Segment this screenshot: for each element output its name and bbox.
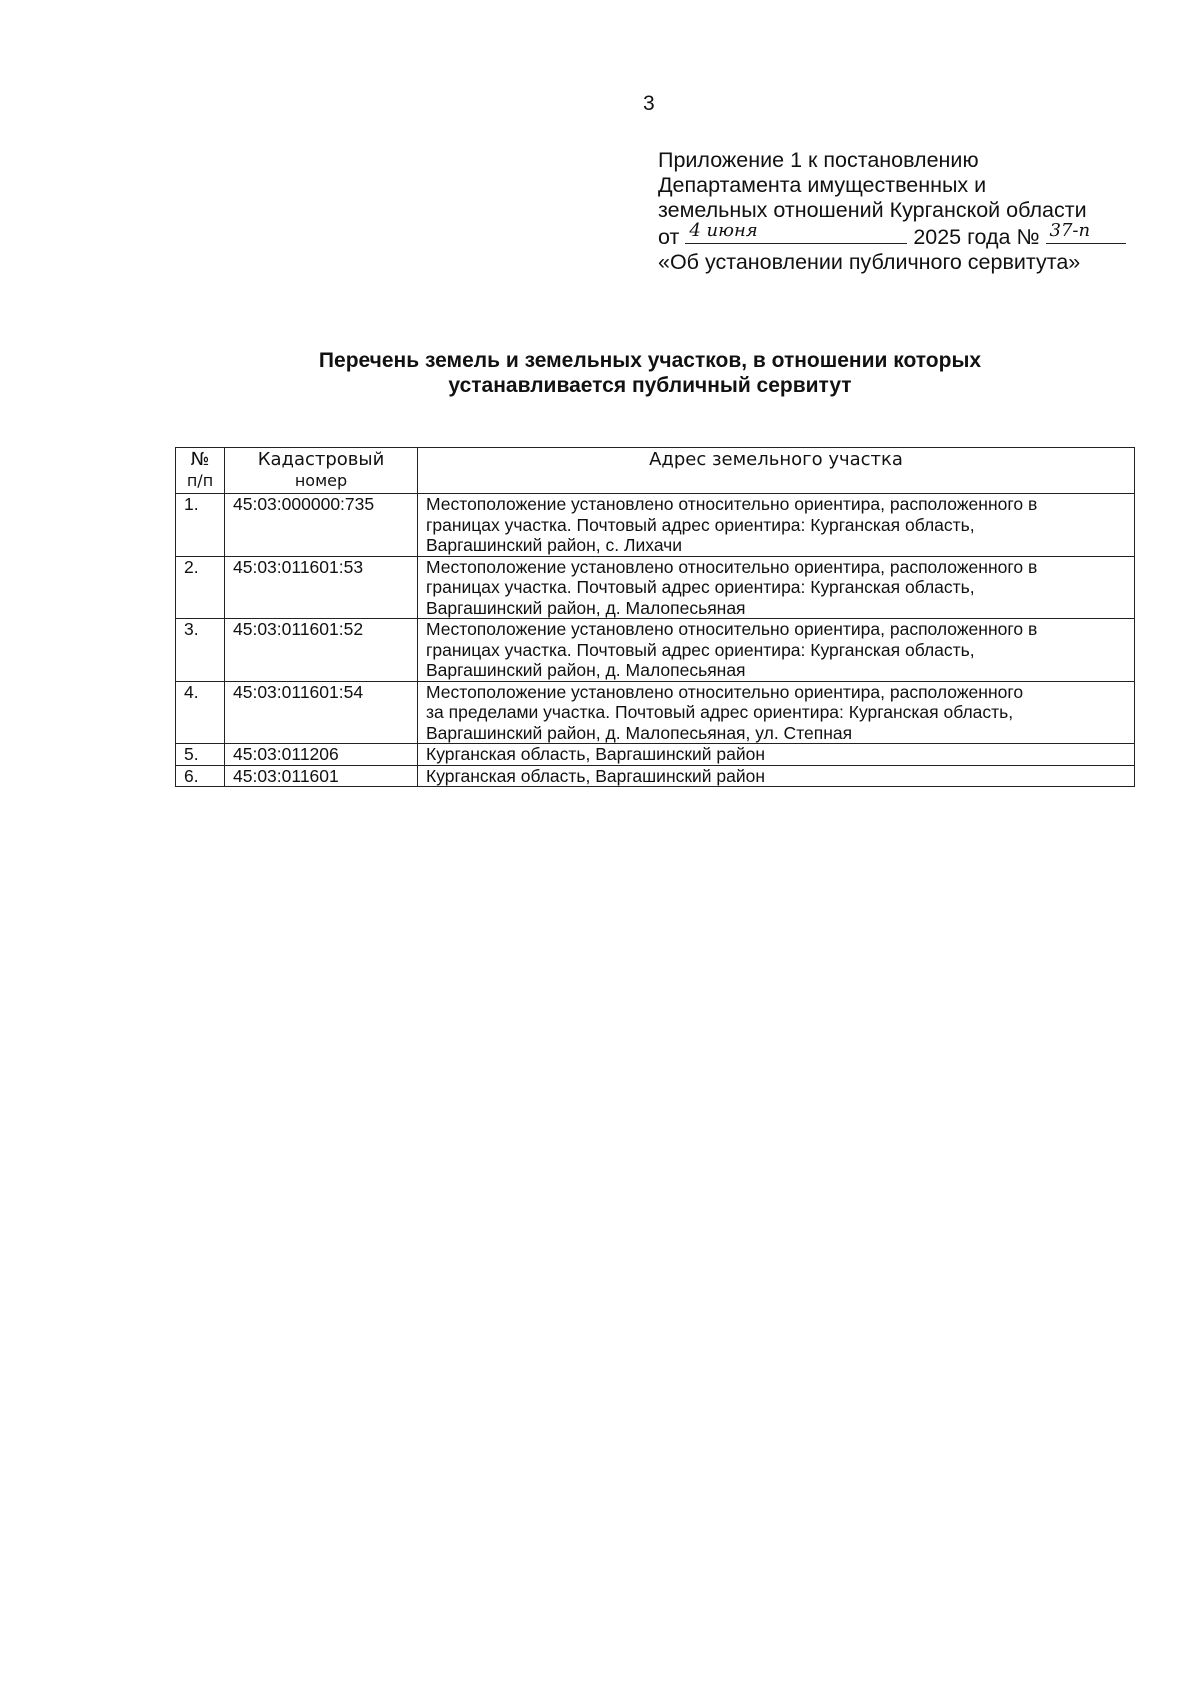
address-line: Местоположение установлено относительно ориентира, расположенного в [426, 494, 1038, 514]
number-blank [1046, 220, 1126, 244]
address-line: Курганская область, Варгашинский район [426, 765, 766, 786]
cadastral-number: 45:03:011206 [225, 744, 418, 766]
title-line-2: устанавливается публичный сервитут [448, 374, 852, 397]
plot-address [418, 619, 1135, 682]
handwritten-number: 37-п [1049, 220, 1091, 241]
appendix-header [658, 148, 1126, 275]
date-prefix: от [658, 225, 680, 249]
address-line: Варгашинский район, с. Лихачи [426, 535, 683, 555]
address-line: за пределами участка. Почтовый адрес ориентира: Курганская область, [426, 702, 1014, 722]
row-number: 2. [176, 556, 225, 619]
plot-address [418, 556, 1135, 619]
table-row [176, 556, 1135, 619]
header-number-sub: п/п [186, 470, 214, 490]
cadastral-number: 45:03:011601 [225, 765, 418, 787]
address-line: Местоположение установлено относительно ориентира, расположенного в [426, 556, 1038, 577]
address-line: границах участка. Почтовый адрес ориентира: Курганская область, [426, 577, 975, 597]
table-row [176, 619, 1135, 682]
address-line: Варгашинский район, д. Малопесьяная, ул. Степная [426, 722, 853, 743]
plot-address [418, 494, 1135, 557]
land-plots-table [175, 447, 1135, 787]
page-number: 3 [643, 92, 655, 115]
year-text: 2025 года № [913, 225, 1040, 249]
cadastral-number: 45:03:011601:54 [225, 681, 418, 744]
handwritten-date: 4 июня [689, 220, 758, 241]
plot-address [418, 765, 1135, 787]
cadastral-number: 45:03:011601:53 [225, 556, 418, 619]
address-line: Местоположение установлено относительно ориентира, расположенного в [426, 619, 1038, 639]
date-blank [685, 220, 907, 244]
address-line: Варгашинский район, д. Малопесьяная [426, 597, 746, 618]
appendix-line-2: Департамента имущественных и [658, 173, 987, 197]
plot-address [418, 744, 1135, 766]
table-body [176, 494, 1135, 787]
appendix-line-5: «Об установлении публичного сервитута» [658, 250, 1081, 274]
row-number: 1. [176, 494, 225, 557]
row-number: 5. [176, 744, 225, 766]
row-number: 4. [176, 681, 225, 744]
address-line: Варгашинский район, д. Малопесьяная [426, 660, 746, 680]
header-address: Адрес земельного участка [418, 448, 1135, 494]
title-line-1: Перечень земель и земельных участков, в отношении которых [318, 349, 982, 372]
header-number-sign: № [190, 449, 210, 470]
cadastral-number: 45:03:011601:52 [225, 619, 418, 682]
address-line: границах участка. Почтовый адрес ориентира: Курганская область, [426, 639, 975, 660]
table-row [176, 744, 1135, 766]
header-cadastral-line-1: Кадастровый [257, 449, 385, 470]
address-line: Местоположение установлено относительно ориентира, расположенного [426, 681, 1024, 702]
plot-address [418, 681, 1135, 744]
header-cadastral [225, 448, 418, 494]
row-number: 3. [176, 619, 225, 682]
appendix-line-3: земельных отношений Курганской области [658, 198, 1087, 222]
table-row [176, 681, 1135, 744]
cadastral-number: 45:03:000000:735 [225, 494, 418, 557]
table-row [176, 494, 1135, 557]
address-line: Курганская область, Варгашинский район [426, 744, 766, 764]
header-number [176, 448, 225, 494]
appendix-line-1: Приложение 1 к постановлению [658, 148, 979, 172]
document-title [180, 348, 1120, 398]
table-row [176, 765, 1135, 787]
row-number: 6. [176, 765, 225, 787]
header-cadastral-line-2: номер [294, 470, 348, 490]
address-line: границах участка. Почтовый адрес ориентира: Курганская область, [426, 514, 975, 535]
appendix-date-line [658, 220, 1126, 250]
table-header-row [176, 448, 1135, 494]
